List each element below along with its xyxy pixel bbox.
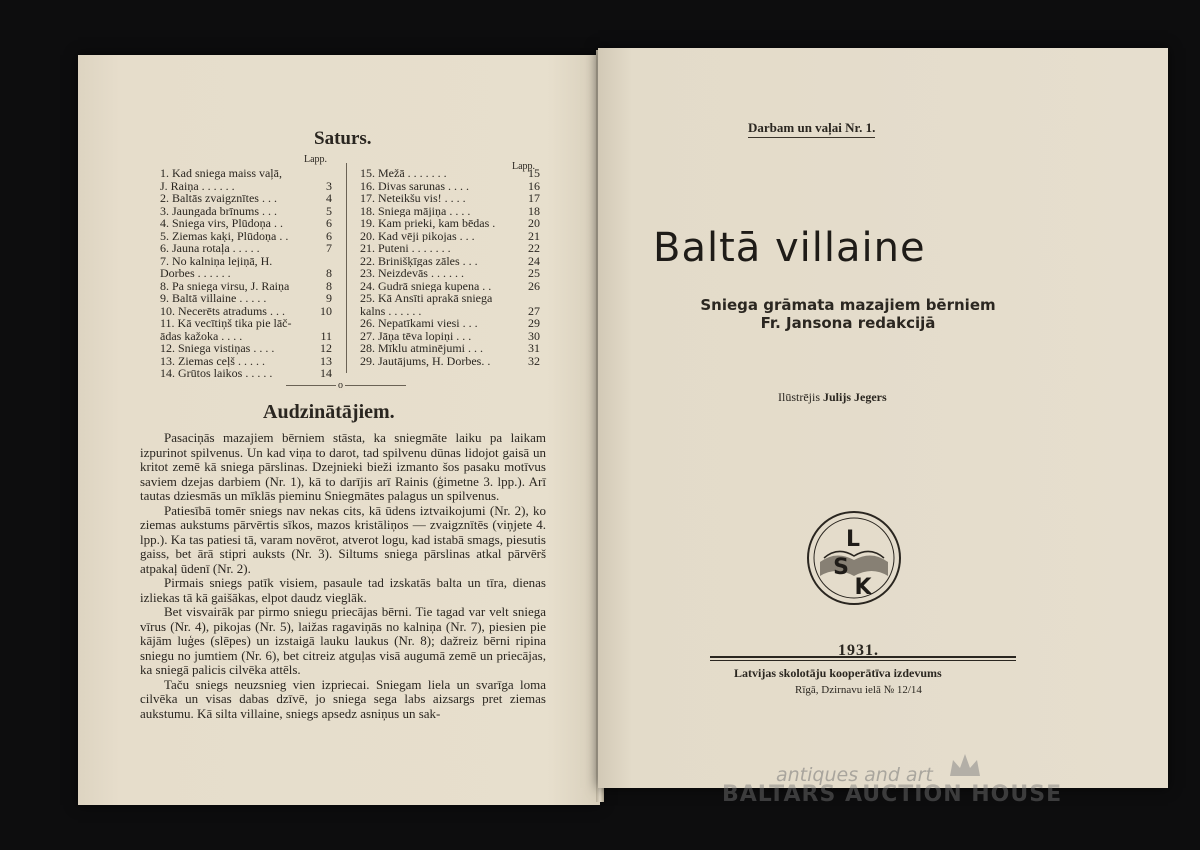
toc-entry <box>360 255 540 268</box>
toc-entry-title: 11. Kā vecītiņš tika pie lāč- <box>160 317 292 330</box>
toc-column-right <box>360 167 540 367</box>
toc-entry <box>160 167 332 180</box>
toc-entry <box>360 242 540 255</box>
toc-entry-page: 22 <box>528 241 540 255</box>
body-paragraph: Pasaciņās mazajiem bērniem stāsta, ka sniegmāte laiku pa laikam izpurinot spilvenus. Un kad viņa to darot, tad spilvenu dūnas lidojot gaisā un kritot zemē kā sniega pārslinas. Dzejnieki bieži izmanto šos pasaku motīvus saviem dzejas darbiem (Nr. 1), kā to darījis arī Rainis (ģimetne 3. lpp.). Arī tautas dziesmās un mīklās pieminu Sniegmātes palagus un spilvenus. <box>140 430 546 503</box>
toc-entry <box>360 292 540 305</box>
toc-entry <box>160 342 332 355</box>
toc-entry-title: 16. Divas sarunas . . . . <box>360 179 469 192</box>
toc-entry-page <box>314 167 332 180</box>
toc-entry <box>160 305 332 318</box>
toc-entry <box>360 355 540 368</box>
book-title: Baltā villaine <box>653 225 926 271</box>
right-page <box>598 48 1168 788</box>
toc-entry-title: 12. Sniega vistiņas . . . . <box>160 342 275 355</box>
toc-entry-title: 21. Puteni . . . . . . . <box>360 242 451 255</box>
illustrator-credit <box>778 390 887 405</box>
toc-entry <box>160 192 332 205</box>
toc-entry <box>360 230 540 243</box>
toc-entry-title: 3. Jaungada brīnums . . . <box>160 204 277 217</box>
toc-title: Saturs. <box>314 128 372 149</box>
toc-lapp-label-1: Lapp. <box>304 154 328 165</box>
toc-entry-title: 2. Baltās zvaigznītes . . . <box>160 192 277 205</box>
toc-entry-page: 7 <box>326 241 332 255</box>
publisher-name: Latvijas skolotāju kooperātīva izdevums <box>734 666 942 680</box>
toc-entry-title: 20. Kad vēji pikojas . . . <box>360 229 475 242</box>
toc-entry-page: 25 <box>528 266 540 280</box>
rule-top-thin <box>710 660 1016 661</box>
toc-entry <box>160 255 332 268</box>
subtitle-line-1: Sniega grāmata mazajiem bērniem <box>700 296 996 314</box>
toc-entry <box>360 305 540 318</box>
toc-entry-page: 32 <box>528 353 540 368</box>
toc-entry <box>360 192 540 205</box>
toc-entry-title: 7. No kalniņa lejiņā, H. <box>160 254 273 267</box>
publisher-address: Rīgā, Dzirnavu ielā № 12/14 <box>795 684 922 696</box>
toc-entry-page: 31 <box>528 341 540 355</box>
toc-entry-title: 29. Jautājums, H. Dorbes. . <box>360 354 491 367</box>
body-text <box>140 431 546 721</box>
toc-entry-page: 18 <box>528 203 540 218</box>
publisher-logo-icon <box>806 510 902 606</box>
toc-entry-page: 6 <box>326 228 332 243</box>
logo-letter-s: S <box>833 555 849 580</box>
toc-entry-page: 17 <box>528 191 540 205</box>
toc-entry-page: 15 <box>528 166 540 180</box>
toc-entry-page <box>522 292 540 305</box>
body-paragraph: Patiesībā tomēr sniegs nav nekas cits, kā ūdens iztvaikojumi (Nr. 2), ko ziemas aukstums pārvērtis sīkos, mazos kristāliņos — zvaigznītēs (viņjete 4. lpp.). Ka tas patiesi tā, varam novērot, atverot logu, kad istabā smags, piesutis gaiss, bet ārā stipri auksts (Nr. 3). Siltums sniega pārslinas atkal pārvērš atpakaļ ūdenī (Nr. 2). <box>140 502 546 576</box>
toc-entry-page: 4 <box>326 191 332 205</box>
crown-icon <box>948 752 982 778</box>
toc-entry <box>160 205 332 218</box>
toc-separator <box>346 163 347 373</box>
toc-entry-title: 18. Sniega mājiņa . . . . <box>360 204 471 217</box>
toc-entry-title: 1. Kad sniega maiss vaļā, <box>160 167 282 180</box>
toc-entry <box>160 180 332 193</box>
toc-entry-title: 23. Neizdevās . . . . . . <box>360 267 464 280</box>
toc-entry-title: 17. Neteikšu vis! . . . . <box>360 192 466 205</box>
toc-entry-page: 24 <box>528 253 540 268</box>
toc-column-left <box>160 167 332 380</box>
toc-entry-page: 10 <box>320 303 332 318</box>
toc-entry-title: 5. Ziemas kaķi, Plūdoņa . . <box>160 229 289 242</box>
illustrator-name: Julijs Jegers <box>823 390 887 404</box>
body-paragraph: Bet visvairāk par pirmo sniegu priecājas bērni. Tie tagad var velt sniega vīrus (Nr. 4), pikojas (Nr. 5), laižas ragaviņās no kalniņa (Nr. 7), piesien pie kājām luģes (slēpes) un izstaigā lauku laukus (Nr. 8); dažreiz bērni ripina sniegu no jumtiem (Nr. 6), bet citreiz atguļas visā augumā zemē un priecājas, ka sniegā palicis cilvēka attēls. <box>140 604 546 677</box>
toc-entry-page: 26 <box>528 278 540 293</box>
toc-entry <box>360 342 540 355</box>
toc-entry <box>160 317 332 330</box>
watermark-line-2: BALTARS AUCTION HOUSE <box>722 782 1063 807</box>
toc-entry <box>160 292 332 305</box>
toc-entry-title: 19. Kam prieki, kam bēdas . <box>360 217 496 230</box>
section-divider <box>286 385 406 387</box>
toc-entry <box>160 355 332 368</box>
toc-entry <box>360 205 540 218</box>
toc-entry-page: 6 <box>326 216 332 230</box>
body-paragraph: Pirmais sniegs patīk visiem, pasaule tad izskatās balta un tīra, dienas izliekas tā kā gaišākas, elpot daudz vieglāk. <box>140 575 546 605</box>
toc-entry-title: 4. Sniega virs, Plūdoņa . . <box>160 217 283 230</box>
toc-entry-page: 11 <box>320 328 332 343</box>
toc-entry-page: 21 <box>528 228 540 243</box>
toc-entry-title: 10. Necerēts atradums . . . <box>160 304 285 317</box>
toc-entry-title: J. Raiņa . . . . . . <box>160 179 235 192</box>
series-label: Darbam un vaļai Nr. 1. <box>748 120 875 138</box>
toc-entry-page <box>314 317 332 330</box>
toc-entry-title: 6. Jauna rotaļa . . . . . <box>160 242 260 255</box>
toc-entry <box>160 217 332 230</box>
toc-entry <box>160 330 332 343</box>
toc-entry-title: kalns . . . . . . <box>360 304 422 317</box>
toc-entry <box>360 180 540 193</box>
toc-entry <box>160 267 332 280</box>
section-title: Audzinātājiem. <box>263 401 395 423</box>
toc-entry-page: 13 <box>320 353 332 368</box>
toc-entry-title: ādas kažoka . . . . <box>160 329 243 342</box>
toc-entry-title: Dorbes . . . . . . <box>160 267 231 280</box>
toc-entry-page: 3 <box>326 178 332 193</box>
toc-lapp-label-2: Lapp. <box>512 161 536 172</box>
toc-entry <box>160 280 332 293</box>
subtitle-line-2: Fr. Jansona redakcijā <box>760 314 936 332</box>
toc-entry-title: 13. Ziemas ceļš . . . . . <box>160 354 265 367</box>
toc-entry <box>360 167 540 180</box>
toc-entry-title: 9. Baltā villaine . . . . . <box>160 292 267 305</box>
toc-entry-page: 12 <box>320 341 332 355</box>
toc-entry-page: 9 <box>326 291 332 305</box>
left-page <box>78 55 600 805</box>
toc-entry-title: 28. Mīklu atminējumi . . . <box>360 342 483 355</box>
toc-entry-title: 14. Grūtos laikos . . . . . <box>160 367 273 380</box>
book-subtitle <box>658 296 1038 332</box>
toc-entry-title: 26. Nepatīkami viesi . . . <box>360 317 478 330</box>
toc-entry <box>360 217 540 230</box>
logo-letter-l: L <box>845 527 861 552</box>
logo-letter-k: K <box>854 575 872 600</box>
toc-entry-page: 20 <box>528 216 540 230</box>
toc-entry-page: 8 <box>326 266 332 280</box>
toc-entry <box>160 367 332 380</box>
toc-entry-page: 14 <box>320 366 332 380</box>
toc-entry-page: 16 <box>528 178 540 193</box>
divider-ornament: o <box>338 380 343 391</box>
watermark-line-1: antiques and art <box>776 764 933 786</box>
toc-entry-page: 5 <box>326 203 332 218</box>
toc-entry <box>360 330 540 343</box>
toc-entry-title: 22. Brinišķīgas zāles . . . <box>360 254 478 267</box>
toc-entry <box>360 280 540 293</box>
toc-entry-page: 27 <box>528 303 540 318</box>
toc-entry-page: 8 <box>326 278 332 293</box>
toc-entry-page: 29 <box>528 316 540 330</box>
body-paragraph: Taču sniegs neuzsnieg vien izpriecai. Sniegam liela un svarīga loma cilvēka un visas dabas dzīvē, jo sniega sega labs aizsargs pret ziemas aukstumu. Kā silta villaine, sniegs apsedz asniņus un sak- <box>140 676 546 721</box>
toc-entry <box>360 317 540 330</box>
toc-entry-title: 25. Kā Ansīti aprakā sniega <box>360 292 493 305</box>
toc-entry-title: 15. Mežā . . . . . . . <box>360 167 447 180</box>
toc-entry-title: 27. Jāņa tēva lopiņi . . . <box>360 329 472 342</box>
toc-entry <box>360 267 540 280</box>
toc-entry-title: 24. Gudrā sniega kupena . . <box>360 279 492 292</box>
toc-entry <box>160 230 332 243</box>
toc-entry-page: 30 <box>528 328 540 343</box>
illustrator-label: Ilūstrējis <box>778 390 820 404</box>
publication-year: 1931. <box>838 642 879 659</box>
toc-entry <box>160 242 332 255</box>
toc-entry-title: 8. Pa sniega virsu, J. Raiņa <box>160 279 290 292</box>
